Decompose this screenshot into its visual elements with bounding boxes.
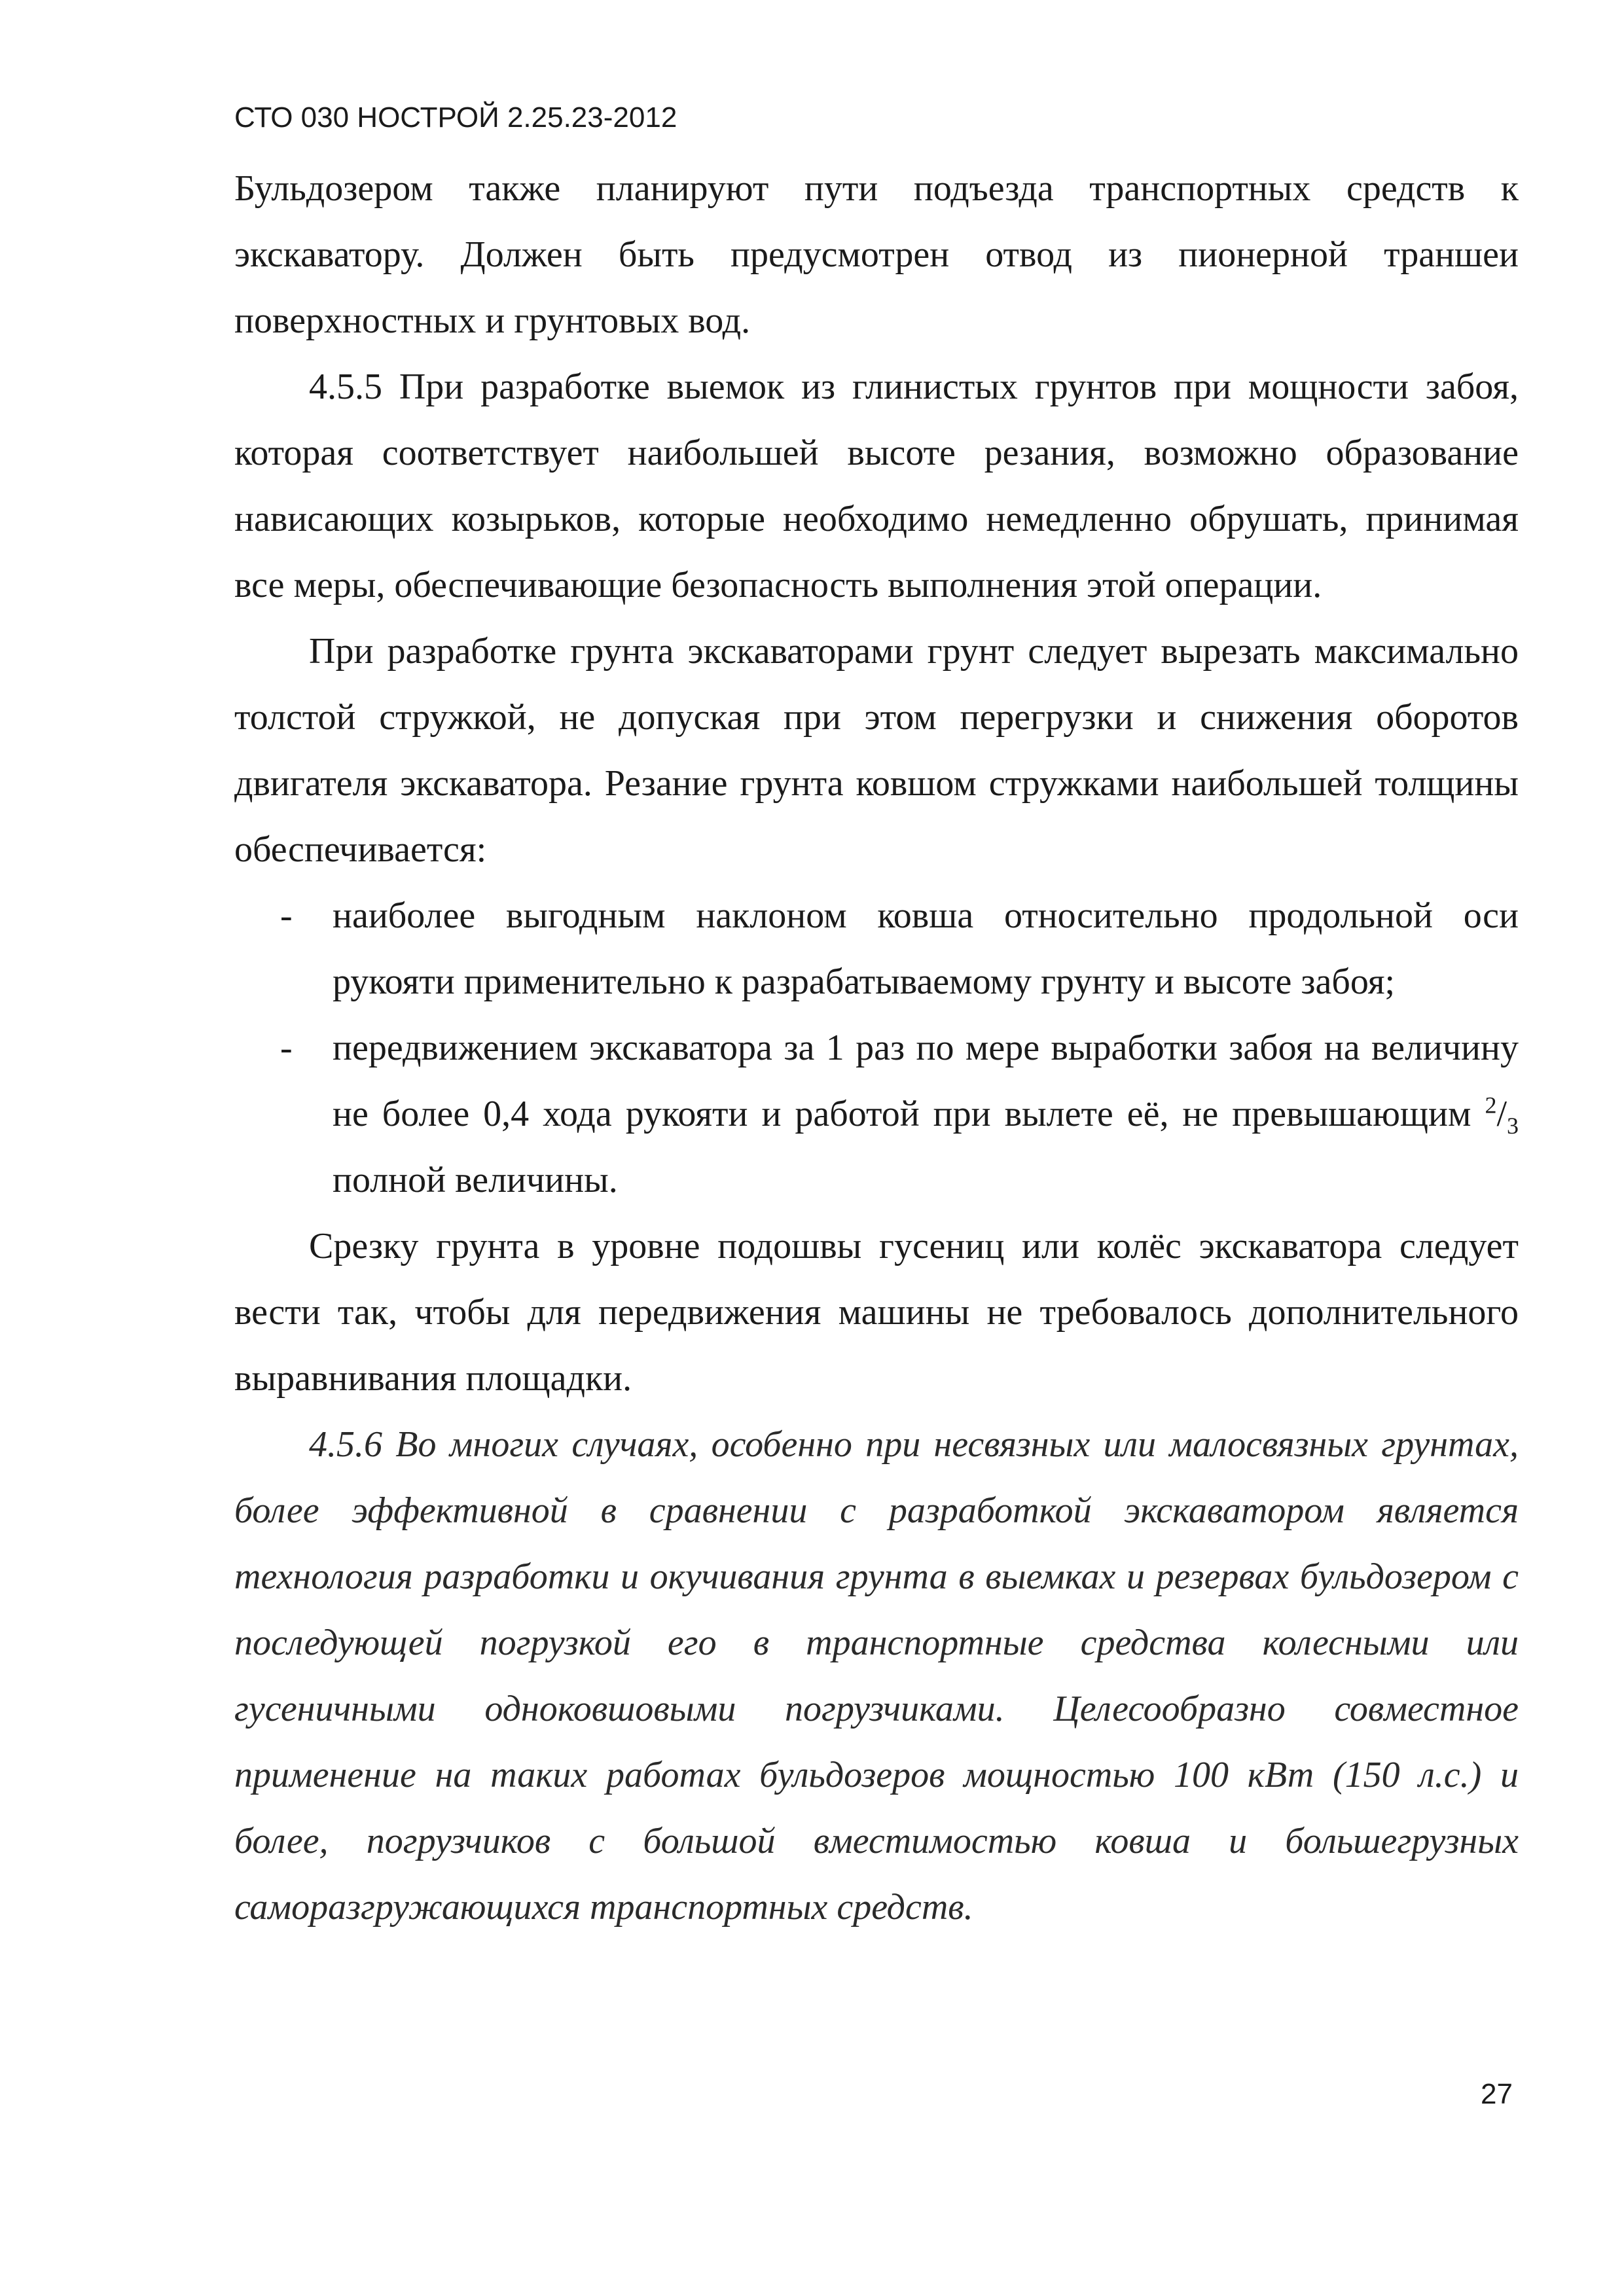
list-item-text: передвижением экскаватора за 1 раз по мере выработки забоя на величину не более 0,4 хода рукояти и работой при вылете её, не превышающим [333, 1028, 1519, 1134]
list-item [234, 883, 1519, 1015]
list-item-text-end: полной величины. [333, 1160, 618, 1200]
list-item [234, 1015, 1519, 1213]
page-number: 27 [1481, 2078, 1513, 2110]
fraction-numerator: 2 [1485, 1092, 1497, 1119]
list-item-text: наиболее выгодным наклоном ковша относительно продольной оси рукояти применительно к разрабатываемому грунту и высоте забоя; [333, 895, 1519, 1002]
paragraph-track-level-cutting: Срезку грунта в уровне подошвы гусениц или колёс экскаватора следует вести так, чтобы для передвижения машины не требовалось дополнительного выравнивания площадки. [234, 1226, 1519, 1399]
document-header-code: СТО 030 НОСТРОЙ 2.25.23-2012 [234, 101, 677, 134]
paragraph-4-5-6: 4.5.6 Во многих случаях, особенно при несвязных или малосвязных грунтах, более эффективной в сравнении с разработкой экскаватором является технология разработки и окучивания грунта в выемках и резервах бульдозером с последующей погрузкой его в транспортные средства колесными или гусеничными одноковшовыми погрузчиками. Целесообразно совместное применение на таких работах бульдозеров мощностью 100 кВт (150 л.с.) и более, погрузчиков с большой вместимостью ковша и большегрузных саморазгружающихся транспортных средств. [234, 1424, 1519, 1928]
document-body [234, 156, 1519, 1941]
list-dash: - [280, 1028, 293, 1068]
list-dash: - [280, 895, 293, 936]
paragraph-excavator-cutting: При разработке грунта экскаваторами грунт следует вырезать максимально толстой стружкой, не допуская при этом перегрузки и снижения оборотов двигателя экскаватора. Резание грунта ковшом стружками наибольшей толщины обеспечивается: [234, 631, 1519, 870]
cutting-conditions-list [234, 883, 1519, 1213]
fraction-denominator: 3 [1507, 1113, 1519, 1139]
paragraph-bulldozer-routes: Бульдозером также планируют пути подъезда транспортных средств к экскаватору. Должен быть предусмотрен отвод из пионерной траншеи поверхностных и грунтовых вод. [234, 168, 1519, 341]
fraction-separator: / [1496, 1094, 1507, 1134]
paragraph-4-5-5: 4.5.5 При разработке выемок из глинистых грунтов при мощности забоя, которая соответствует наибольшей высоте резания, возможно образование нависающих козырьков, которые необходимо немедленно обрушать, принимая все меры, обеспечивающие безопасность выполнения этой операции. [234, 367, 1519, 605]
